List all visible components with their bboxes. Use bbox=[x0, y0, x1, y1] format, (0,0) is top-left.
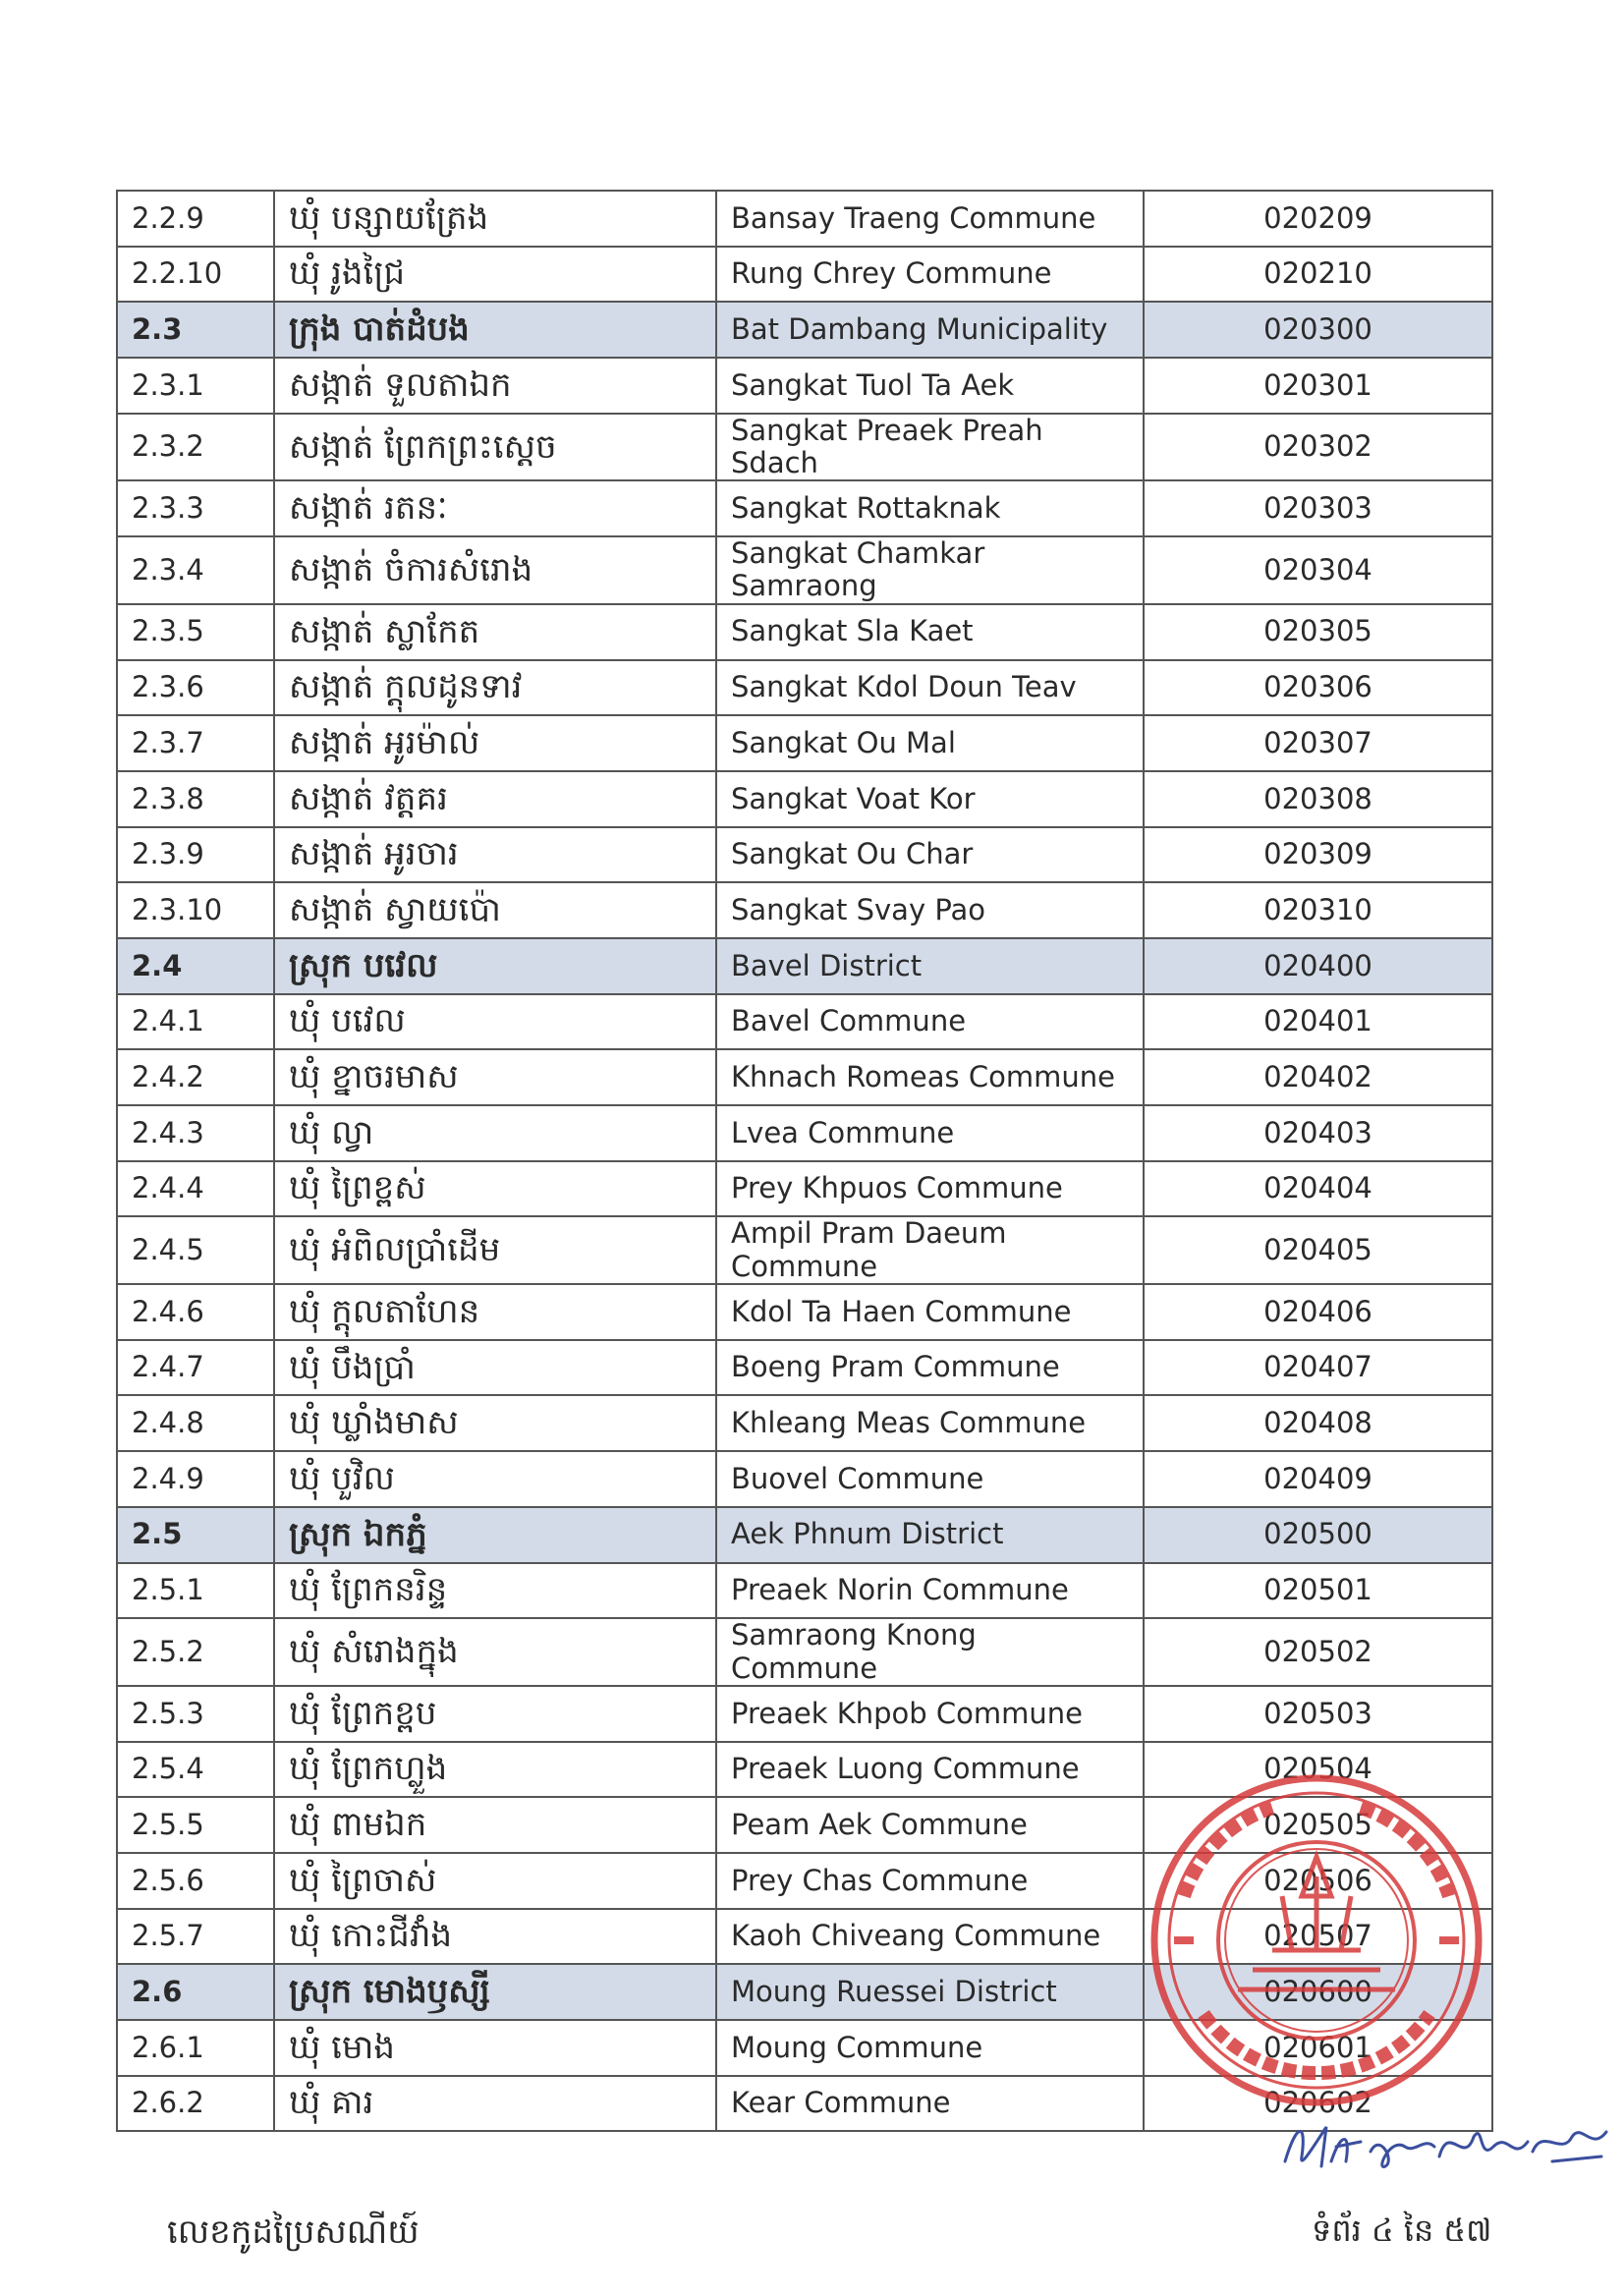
postal-code-cell: 020502 bbox=[1144, 1618, 1492, 1686]
row-number-cell: 2.3.5 bbox=[117, 604, 274, 660]
english-name-cell: Preaek Norin Commune bbox=[716, 1563, 1144, 1619]
khmer-name-cell: ឃុំ បួវិល bbox=[274, 1451, 716, 1507]
khmer-name-cell: សង្កាត់ ចំការសំរោង bbox=[274, 536, 716, 604]
postal-code-cell: 020303 bbox=[1144, 480, 1492, 536]
row-number-cell: 2.3.7 bbox=[117, 715, 274, 771]
row-number-cell: 2.3.2 bbox=[117, 414, 274, 481]
english-name-cell: Moung Ruessei District bbox=[716, 1964, 1144, 2020]
khmer-name-cell: សង្កាត់ អូរម៉ាល់ bbox=[274, 715, 716, 771]
row-number-cell: 2.4 bbox=[117, 938, 274, 994]
postal-code-cell: 020400 bbox=[1144, 938, 1492, 994]
row-number-cell: 2.3.4 bbox=[117, 536, 274, 604]
khmer-name-cell: ឃុំ ល្វា bbox=[274, 1105, 716, 1161]
postal-code-cell: 020501 bbox=[1144, 1563, 1492, 1619]
table-row bbox=[117, 715, 1492, 771]
english-name-cell: Boeng Pram Commune bbox=[716, 1340, 1144, 1396]
khmer-name-cell: សង្កាត់ ទួលតាឯក bbox=[274, 358, 716, 414]
postal-code-cell: 020307 bbox=[1144, 715, 1492, 771]
english-name-cell: Sangkat Ou Mal bbox=[716, 715, 1144, 771]
english-name-cell: Preaek Khpob Commune bbox=[716, 1686, 1144, 1742]
table-row bbox=[117, 191, 1492, 247]
postal-code-cell: 020409 bbox=[1144, 1451, 1492, 1507]
postal-code-cell: 020309 bbox=[1144, 827, 1492, 883]
khmer-name-cell: ឃុំ អំពិលប្រាំដើម bbox=[274, 1216, 716, 1284]
khmer-name-cell: ឃុំ មោង bbox=[274, 2020, 716, 2076]
row-number-cell: 2.3.10 bbox=[117, 882, 274, 938]
postal-code-cell: 020506 bbox=[1144, 1853, 1492, 1909]
postal-code-cell: 020304 bbox=[1144, 536, 1492, 604]
handwritten-signature bbox=[1277, 2102, 1611, 2181]
row-number-cell: 2.5.7 bbox=[117, 1909, 274, 1965]
english-name-cell: Kaoh Chiveang Commune bbox=[716, 1909, 1144, 1965]
english-name-cell: Bavel District bbox=[716, 938, 1144, 994]
khmer-name-cell: ឃុំ បឹងប្រាំ bbox=[274, 1340, 716, 1396]
english-name-cell: Sangkat Kdol Doun Teav bbox=[716, 660, 1144, 716]
postal-code-cell: 020404 bbox=[1144, 1161, 1492, 1217]
english-name-cell: Bansay Traeng Commune bbox=[716, 191, 1144, 247]
row-number-cell: 2.2.10 bbox=[117, 247, 274, 303]
row-number-cell: 2.4.3 bbox=[117, 1105, 274, 1161]
khmer-name-cell: សង្កាត់ ស្វាយប៉ោ bbox=[274, 882, 716, 938]
postal-code-cell: 020507 bbox=[1144, 1909, 1492, 1965]
table-row bbox=[117, 827, 1492, 883]
khmer-name-cell: ឃុំ ក្តុលតាហែន bbox=[274, 1284, 716, 1340]
row-number-cell: 2.2.9 bbox=[117, 191, 274, 247]
table-row-header bbox=[117, 938, 1492, 994]
postal-code-cell: 020602 bbox=[1144, 2076, 1492, 2132]
row-number-cell: 2.5.3 bbox=[117, 1686, 274, 1742]
khmer-name-cell: ឃុំ ខ្នាចរមាស bbox=[274, 1049, 716, 1105]
khmer-name-cell: ឃុំ ព្រែកខ្ពប bbox=[274, 1686, 716, 1742]
postal-code-cell: 020305 bbox=[1144, 604, 1492, 660]
english-name-cell: Kear Commune bbox=[716, 2076, 1144, 2132]
table-row bbox=[117, 1161, 1492, 1217]
english-name-cell: Peam Aek Commune bbox=[716, 1797, 1144, 1853]
english-name-cell: Moung Commune bbox=[716, 2020, 1144, 2076]
row-number-cell: 2.3.3 bbox=[117, 480, 274, 536]
row-number-cell: 2.5.6 bbox=[117, 1853, 274, 1909]
footer-page-number: ទំព័រ ៤ នៃ ៥៧ bbox=[1312, 2212, 1492, 2249]
row-number-cell: 2.5.2 bbox=[117, 1618, 274, 1686]
table-row bbox=[117, 1105, 1492, 1161]
row-number-cell: 2.6 bbox=[117, 1964, 274, 2020]
english-name-cell: Sangkat Voat Kor bbox=[716, 771, 1144, 827]
postal-code-cell: 020210 bbox=[1144, 247, 1492, 303]
postal-code-cell: 020209 bbox=[1144, 191, 1492, 247]
english-name-cell: Ampil Pram Daeum Commune bbox=[716, 1216, 1144, 1284]
khmer-name-cell: ឃុំ ព្រៃចាស់ bbox=[274, 1853, 716, 1909]
table-row bbox=[117, 882, 1492, 938]
postal-code-cell: 020306 bbox=[1144, 660, 1492, 716]
khmer-name-cell: សង្កាត់ រតនៈ bbox=[274, 480, 716, 536]
row-number-cell: 2.4.2 bbox=[117, 1049, 274, 1105]
khmer-name-cell: ឃុំ បន្សាយត្រែង bbox=[274, 191, 716, 247]
row-number-cell: 2.4.6 bbox=[117, 1284, 274, 1340]
table-row bbox=[117, 1618, 1492, 1686]
row-number-cell: 2.6.1 bbox=[117, 2020, 274, 2076]
english-name-cell: Sangkat Ou Char bbox=[716, 827, 1144, 883]
khmer-name-cell: សង្កាត់ ក្តុលដូនទាវ bbox=[274, 660, 716, 716]
khmer-name-cell: ឃុំ សំរោងក្នុង bbox=[274, 1618, 716, 1686]
table-row bbox=[117, 247, 1492, 303]
postal-code-cell: 020406 bbox=[1144, 1284, 1492, 1340]
postal-code-cell: 020407 bbox=[1144, 1340, 1492, 1396]
english-name-cell: Samraong Knong Commune bbox=[716, 1618, 1144, 1686]
row-number-cell: 2.3.9 bbox=[117, 827, 274, 883]
table-row bbox=[117, 604, 1492, 660]
english-name-cell: Sangkat Sla Kaet bbox=[716, 604, 1144, 660]
row-number-cell: 2.3.6 bbox=[117, 660, 274, 716]
table-row bbox=[117, 1451, 1492, 1507]
table-row bbox=[117, 1284, 1492, 1340]
khmer-name-cell: ក្រុង បាត់ដំបង bbox=[274, 302, 716, 358]
table-row bbox=[117, 1686, 1492, 1742]
row-number-cell: 2.4.1 bbox=[117, 994, 274, 1050]
english-name-cell: Kdol Ta Haen Commune bbox=[716, 1284, 1144, 1340]
row-number-cell: 2.3.8 bbox=[117, 771, 274, 827]
khmer-name-cell: សង្កាត់ ព្រែកព្រះស្តេច bbox=[274, 414, 716, 481]
english-name-cell: Khleang Meas Commune bbox=[716, 1395, 1144, 1451]
postal-code-cell: 020505 bbox=[1144, 1797, 1492, 1853]
english-name-cell: Preaek Luong Commune bbox=[716, 1742, 1144, 1798]
postal-code-cell: 020500 bbox=[1144, 1507, 1492, 1563]
postal-code-cell: 020310 bbox=[1144, 882, 1492, 938]
khmer-name-cell: ស្រុក មោងឫស្សី bbox=[274, 1964, 716, 2020]
postal-code-cell: 020504 bbox=[1144, 1742, 1492, 1798]
english-name-cell: Sangkat Rottaknak bbox=[716, 480, 1144, 536]
table-row bbox=[117, 414, 1492, 481]
khmer-name-cell: សង្កាត់ ស្លាកែត bbox=[274, 604, 716, 660]
khmer-name-cell: ស្រុក ឯកភ្នំ bbox=[274, 1507, 716, 1563]
postal-code-cell: 020503 bbox=[1144, 1686, 1492, 1742]
table-row bbox=[117, 1563, 1492, 1619]
english-name-cell: Buovel Commune bbox=[716, 1451, 1144, 1507]
footer-document-title: លេខកូដប្រៃសណីយ៍ bbox=[167, 2212, 420, 2252]
table-row-header bbox=[117, 302, 1492, 358]
table-row bbox=[117, 1340, 1492, 1396]
postal-code-cell: 020403 bbox=[1144, 1105, 1492, 1161]
table-row bbox=[117, 1049, 1492, 1105]
khmer-name-cell: ស្រុក បវេល bbox=[274, 938, 716, 994]
postal-code-cell: 020401 bbox=[1144, 994, 1492, 1050]
postal-code-cell: 020601 bbox=[1144, 2020, 1492, 2076]
official-seal-stamp bbox=[1145, 1768, 1488, 2112]
postal-code-cell: 020402 bbox=[1144, 1049, 1492, 1105]
row-number-cell: 2.4.5 bbox=[117, 1216, 274, 1284]
english-name-cell: Aek Phnum District bbox=[716, 1507, 1144, 1563]
postal-code-cell: 020600 bbox=[1144, 1964, 1492, 2020]
row-number-cell: 2.3.1 bbox=[117, 358, 274, 414]
khmer-name-cell: ឃុំ ព្រែកនរិន្ទ bbox=[274, 1563, 716, 1619]
khmer-name-cell: ឃុំ ព្រែកហ្លួង bbox=[274, 1742, 716, 1798]
khmer-name-cell: ឃុំ រូងជ្រៃ bbox=[274, 247, 716, 303]
table-row bbox=[117, 358, 1492, 414]
row-number-cell: 2.4.7 bbox=[117, 1340, 274, 1396]
table-row bbox=[117, 660, 1492, 716]
row-number-cell: 2.5.5 bbox=[117, 1797, 274, 1853]
english-name-cell: Prey Khpuos Commune bbox=[716, 1161, 1144, 1217]
row-number-cell: 2.4.8 bbox=[117, 1395, 274, 1451]
english-name-cell: Lvea Commune bbox=[716, 1105, 1144, 1161]
row-number-cell: 2.5.4 bbox=[117, 1742, 274, 1798]
row-number-cell: 2.6.2 bbox=[117, 2076, 274, 2132]
row-number-cell: 2.5.1 bbox=[117, 1563, 274, 1619]
table-row bbox=[117, 480, 1492, 536]
table-row bbox=[117, 1216, 1492, 1284]
english-name-cell: Rung Chrey Commune bbox=[716, 247, 1144, 303]
table-row bbox=[117, 536, 1492, 604]
khmer-name-cell: ឃុំ កោះជីវាំង bbox=[274, 1909, 716, 1965]
english-name-cell: Sangkat Tuol Ta Aek bbox=[716, 358, 1144, 414]
khmer-name-cell: ឃុំ ពាមឯក bbox=[274, 1797, 716, 1853]
khmer-name-cell: ឃុំ ព្រៃខ្ពស់ bbox=[274, 1161, 716, 1217]
postal-code-cell: 020405 bbox=[1144, 1216, 1492, 1284]
table-row bbox=[117, 771, 1492, 827]
postal-code-cell: 020408 bbox=[1144, 1395, 1492, 1451]
postal-code-cell: 020300 bbox=[1144, 302, 1492, 358]
khmer-name-cell: ឃុំ គារ bbox=[274, 2076, 716, 2132]
english-name-cell: Sangkat Svay Pao bbox=[716, 882, 1144, 938]
postal-code-cell: 020301 bbox=[1144, 358, 1492, 414]
postal-code-cell: 020302 bbox=[1144, 414, 1492, 481]
khmer-name-cell: សង្កាត់ វត្តគរ bbox=[274, 771, 716, 827]
english-name-cell: Bavel Commune bbox=[716, 994, 1144, 1050]
khmer-name-cell: សង្កាត់ អូរចារ bbox=[274, 827, 716, 883]
row-number-cell: 2.5 bbox=[117, 1507, 274, 1563]
table-row bbox=[117, 1395, 1492, 1451]
english-name-cell: Bat Dambang Municipality bbox=[716, 302, 1144, 358]
english-name-cell: Prey Chas Commune bbox=[716, 1853, 1144, 1909]
khmer-name-cell: ឃុំ បវេល bbox=[274, 994, 716, 1050]
row-number-cell: 2.4.9 bbox=[117, 1451, 274, 1507]
table-row-header bbox=[117, 1507, 1492, 1563]
english-name-cell: Sangkat Preaek Preah Sdach bbox=[716, 414, 1144, 481]
postal-code-cell: 020308 bbox=[1144, 771, 1492, 827]
english-name-cell: Sangkat Chamkar Samraong bbox=[716, 536, 1144, 604]
table-row bbox=[117, 994, 1492, 1050]
row-number-cell: 2.3 bbox=[117, 302, 274, 358]
khmer-name-cell: ឃុំ ឃ្លាំងមាស bbox=[274, 1395, 716, 1451]
english-name-cell: Khnach Romeas Commune bbox=[716, 1049, 1144, 1105]
row-number-cell: 2.4.4 bbox=[117, 1161, 274, 1217]
